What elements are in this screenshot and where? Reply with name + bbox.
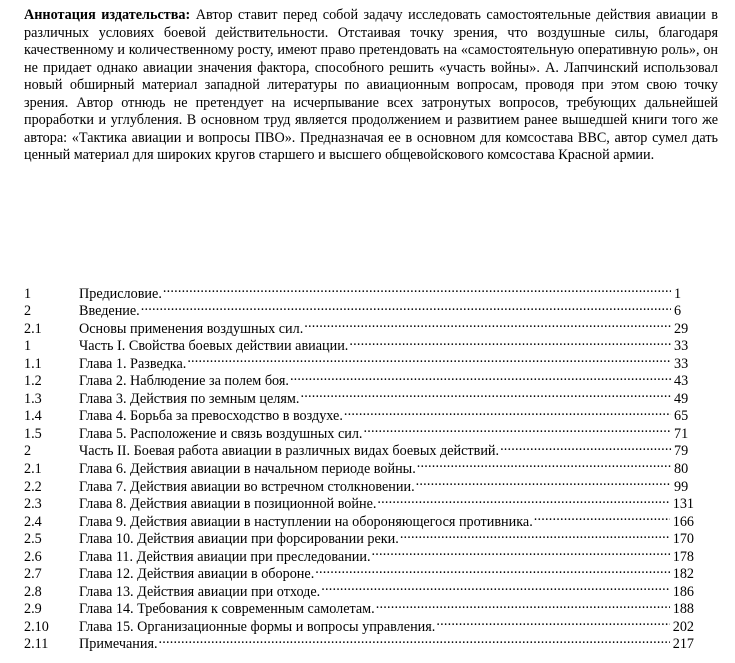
toc-entry-title[interactable]: Глава 8. Действия авиации в позиционной войне. xyxy=(79,496,377,513)
toc-entry[interactable] xyxy=(24,280,694,302)
toc-entry-title[interactable]: Глава 1. Разведка. xyxy=(79,355,187,372)
toc-entry-page: 170 xyxy=(672,531,694,548)
toc-entry-page: 182 xyxy=(672,566,694,583)
toc-dot-leader xyxy=(290,368,671,386)
toc-entry-title[interactable]: Глава 6. Действия авиации в начальном периоде войны. xyxy=(79,461,416,478)
toc-entry-number: 1 xyxy=(24,285,32,302)
toc-dot-leader xyxy=(417,455,671,473)
toc-entry-page: 80 xyxy=(674,461,689,478)
toc-dot-leader xyxy=(436,613,669,631)
toc-entry-page: 186 xyxy=(672,583,694,600)
toc-entry-number: 2.1 xyxy=(24,320,42,337)
toc-entry-number: 1.4 xyxy=(24,408,42,425)
toc-entry-title[interactable]: Часть II. Боевая работа авиации в различных видах боевых действий. xyxy=(79,443,500,460)
toc-entry-title[interactable]: Часть I. Свойства боевых действии авиации. xyxy=(79,338,349,355)
toc-entry-title[interactable]: Глава 4. Борьба за превосходство в воздухе. xyxy=(79,408,343,425)
toc-entry-number: 1.3 xyxy=(24,390,42,407)
toc-entry-number: 2 xyxy=(24,303,32,320)
toc-entry-number: 2.3 xyxy=(24,496,42,513)
toc-entry-number: 1.1 xyxy=(24,355,42,372)
toc-entry-number: 2.1 xyxy=(24,461,42,478)
toc-dot-leader xyxy=(141,298,671,316)
toc-dot-leader xyxy=(344,403,671,421)
toc-entry-page: 99 xyxy=(674,478,689,495)
toc-dot-leader xyxy=(372,543,670,561)
toc-entry-number: 2.4 xyxy=(24,513,42,530)
toc-entry-number: 2.8 xyxy=(24,583,42,600)
toc-entry-page: 65 xyxy=(674,408,689,425)
toc-entry-title[interactable]: Глава 5. Расположение и связь воздушных сил. xyxy=(79,425,363,442)
toc-entry-title[interactable]: Глава 15. Организационные формы и вопросы управления. xyxy=(79,618,436,635)
toc-entry-page: 79 xyxy=(674,443,689,460)
toc-dot-leader xyxy=(363,420,671,438)
toc-dot-leader xyxy=(163,280,671,298)
toc-dot-leader xyxy=(534,508,670,526)
toc-entry-page: 166 xyxy=(672,513,694,530)
toc-entry-page: 188 xyxy=(672,601,694,618)
toc-dot-leader xyxy=(376,596,670,614)
toc-entry-title[interactable]: Глава 11. Действия авиации при преследовании. xyxy=(79,548,371,565)
toc-entry-number: 1.2 xyxy=(24,373,42,390)
annotation-lead: Аннотация издательства: xyxy=(24,7,191,23)
toc-entry-page: 131 xyxy=(672,496,694,513)
toc-entry-page: 33 xyxy=(674,355,689,372)
toc-entry-title[interactable]: Глава 9. Действия авиации в наступлении на обороняющегося противника. xyxy=(79,513,533,530)
toc-entry-number: 2 xyxy=(24,443,32,460)
toc-entry-page: 71 xyxy=(674,425,689,442)
toc-dot-leader xyxy=(349,333,671,351)
toc-dot-leader xyxy=(500,438,671,456)
publisher-annotation xyxy=(24,7,718,165)
toc-entry-page: 1 xyxy=(674,285,682,302)
toc-entry-title[interactable]: Глава 13. Действия авиации при отходе. xyxy=(79,583,321,600)
toc-dot-leader xyxy=(315,561,669,579)
toc-entry-number: 1.5 xyxy=(24,425,42,442)
toc-entry-number: 2.5 xyxy=(24,531,42,548)
toc-entry-number: 2.9 xyxy=(24,601,42,618)
toc-dot-leader xyxy=(187,350,671,368)
toc-entry-page: 6 xyxy=(674,303,682,320)
toc-entry-title[interactable]: Введение. xyxy=(79,303,140,320)
toc-entry-number: 2.6 xyxy=(24,548,42,565)
toc-entry-number: 2.2 xyxy=(24,478,42,495)
table-of-contents xyxy=(24,280,694,653)
toc-entry-title[interactable]: Глава 3. Действия по земным целям. xyxy=(79,390,300,407)
toc-entry-page: 49 xyxy=(674,390,689,407)
toc-entry-title[interactable]: Предисловие. xyxy=(79,285,162,302)
toc-dot-leader xyxy=(304,315,671,333)
toc-dot-leader xyxy=(300,385,671,403)
toc-entry-title[interactable]: Глава 2. Наблюдение за полем боя. xyxy=(79,373,289,390)
toc-dot-leader xyxy=(400,526,670,544)
toc-entry-page: 33 xyxy=(674,338,689,355)
toc-entry-page: 217 xyxy=(672,636,694,653)
toc-entry-title[interactable]: Глава 12. Действия авиации в обороне. xyxy=(79,566,315,583)
toc-entry-page: 29 xyxy=(674,320,689,337)
toc-dot-leader xyxy=(377,491,669,509)
annotation-text: Автор ставит перед собой задачу исследовать самостоятельные действия авиации в различных условиях боевой действительности. Отстаивая точку зрения, что воздушные силы, благодаря качественному и количественному росту, имеют право претендовать на «самостоятельную оперативную роль», он не придает однако авиации значения фактора, способного решить «участь войны». А. Лапчинский использовал новый обширный материал западной литературы по авиационным вопросам, проводя при этом свою точку зрения. Автор отнюдь не претендует на исчерпывание всех затронутых вопросов, требующих дальнейшей проработки и углубления. В основном труд является продолжением и развитием ранее вышедшей книги того же автора: «Тактика авиации и вопросы ПВО». Предназначая ее в основном для комсостава ВВС, автор сумел дать ценный материал для широких кругов старшего и высшего общевойскового комсостава Красной армии. xyxy=(24,7,718,163)
toc-entry-title[interactable]: Глава 10. Действия авиации при форсировании реки. xyxy=(79,531,399,548)
toc-entry-title[interactable]: Основы применения воздушных сил. xyxy=(79,320,304,337)
toc-entry-number: 2.7 xyxy=(24,566,42,583)
toc-entry-number: 1 xyxy=(24,338,32,355)
toc-entry-page: 178 xyxy=(672,548,694,565)
toc-dot-leader xyxy=(321,578,670,596)
toc-entry-page: 202 xyxy=(672,618,694,635)
toc-entry-title[interactable]: Глава 14. Требования к современным самолетам. xyxy=(79,601,375,618)
toc-entry-page: 43 xyxy=(674,373,689,390)
toc-entry-title[interactable]: Глава 7. Действия авиации во встречном столкновении. xyxy=(79,478,415,495)
toc-entry-title[interactable]: Примечания. xyxy=(79,636,158,653)
toc-dot-leader xyxy=(159,631,670,649)
toc-dot-leader xyxy=(416,473,671,491)
toc-entry-number: 2.10 xyxy=(24,618,49,635)
toc-entry-number: 2.11 xyxy=(24,636,49,653)
